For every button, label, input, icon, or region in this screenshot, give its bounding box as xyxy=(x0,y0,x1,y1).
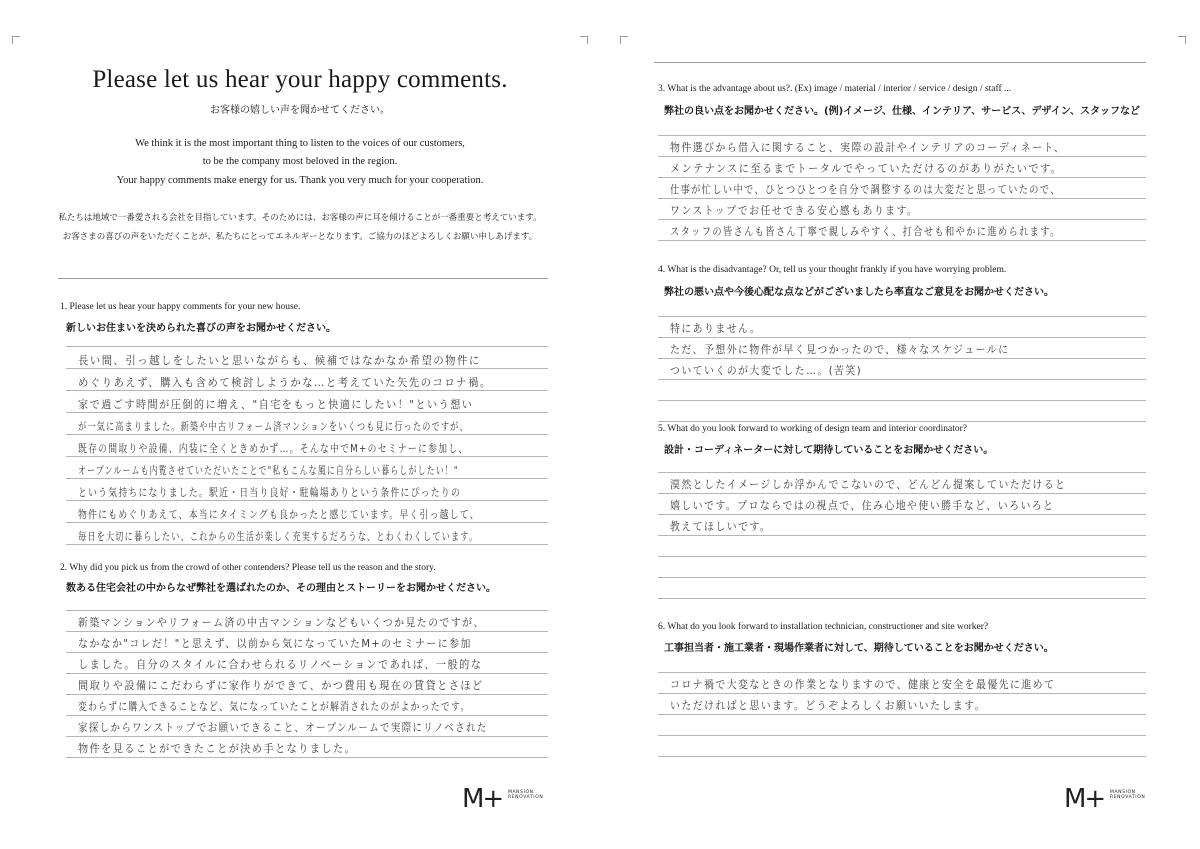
intro-line-en: to be the company most beloved in the region. xyxy=(202,156,398,167)
answer-line: 家探しからワンストップでお願いできること、オープンルームで実際にリノベされた xyxy=(78,721,488,734)
crop-mark xyxy=(12,36,20,44)
answer-6 xyxy=(658,672,1146,758)
answer-5 xyxy=(658,472,1146,600)
answer-line: 長い間、引っ越しをしたいと思いながらも、候補ではなかなか希望の物件に xyxy=(78,354,481,367)
answer-line: ただ、予想外に物件が早く見つかったので、様々なスケジュールに xyxy=(670,343,1010,356)
answer-line: 間取りや設備にこだわらずに家作りができて、かつ費用も現在の賃貸とさほど xyxy=(78,679,484,692)
question-6-ja: 工事担当者・施工業者・現場作業者に対して、期待していることをお聞かせください。 xyxy=(664,643,1054,654)
crop-mark xyxy=(580,36,588,44)
question-2-en: 2. Why did you pick us from the crowd of other contenders? Please tell us the reason and the story. xyxy=(60,563,436,573)
question-6-en: 6. What do you look forward to installation technician, constructioner and site worker? xyxy=(658,622,989,632)
answer-line: ワンストップでお任せできる安心感もあります。 xyxy=(670,204,919,217)
answer-4 xyxy=(658,316,1146,422)
page-subtitle: お客様の嬉しい声を聞かせてください。 xyxy=(210,105,390,116)
company-logo xyxy=(462,784,544,814)
answer-line: メンテナンスに至るまでトータルでやっていただけるのがありがたいです。 xyxy=(670,162,1063,175)
intro-line-ja: 私たちは地域で一番愛される会社を目指しています。そのためには、お客様の声に耳を傾けることが一番重要と考えています。 xyxy=(58,213,542,223)
intro-line-en: Your happy comments make energy for us. Thank you very much for your cooperation. xyxy=(116,175,484,186)
answer-line: という気持ちになりました。駅近・日当り良好・駐輪場ありという条件にぴったりの xyxy=(78,486,462,499)
answer-line: 毎日を大切に暮らしたい、これからの生活が楽しく充実するだろうな、とわくわくしています。 xyxy=(78,530,479,543)
answer-line: いただければと思います。どうぞよろしくお願いいたします。 xyxy=(670,699,986,712)
answer-line: なかなか"コレだ！"と思えず、以前から気になっていたM+のセミナーに参加 xyxy=(78,637,472,650)
answer-2 xyxy=(66,610,548,760)
answer-line: スタッフの皆さんも皆さん丁寧で親しみやすく、打合せも和やかに進められます。 xyxy=(670,225,1061,238)
answer-line: 特にありません。 xyxy=(670,322,762,335)
question-1-ja: 新しいお住まいを決められた喜びの声をお聞かせください。 xyxy=(66,323,336,334)
company-logo xyxy=(1064,784,1146,814)
answer-line: 嬉しいです。プロならではの視点で、住み心地や使い勝手など、いろいろと xyxy=(670,499,1055,512)
divider xyxy=(58,278,548,279)
answer-line: 変わらずに購入できることなど、気になっていたことが解消されたのがよかったです。 xyxy=(78,700,471,713)
intro-line-ja: お客さまの喜びの声をいただくことが、私たちにとってエネルギーとなります。ご協力のほどよろしくお願い申しあげます。 xyxy=(62,232,538,242)
question-5-en: 5. What do you look forward to working of design team and interior coordinator? xyxy=(658,424,968,434)
question-3-en: 3. What is the advantage about us?. (Ex) image / material / interior / service / design / staff ... xyxy=(658,84,1012,94)
answer-line: 物件を見ることができたことが決め手となりました。 xyxy=(78,742,357,755)
answer-line: 教えてほしいです。 xyxy=(670,520,772,533)
answer-line: 家で過ごす時間が圧倒的に増え、"自宅をもっと快適にしたい！"という想い xyxy=(78,398,474,411)
right-page xyxy=(600,0,1200,849)
answer-line: 仕事が忙しい中で、ひとつひとつを自分で調整するのは大変だと思っていたので、 xyxy=(670,183,1061,196)
logo-subtitle: MANSION RENOVATION xyxy=(1110,790,1146,800)
logo-mark: M+ xyxy=(462,784,503,814)
answer-line: コロナ禍で大変なときの作業となりますので、健康と安全を最優先に進めて xyxy=(670,678,1056,691)
divider xyxy=(654,62,1146,63)
question-4-ja: 弊社の悪い点や今後心配な点などがございましたら率直なご意見をお聞かせください。 xyxy=(664,287,1054,298)
answer-line: 漠然としたイメージしか浮かんでこないので、どんどん提案していただけると xyxy=(670,478,1067,491)
answer-line: 新築マンションやリフォーム済の中古マンションなどもいくつか見たのですが、 xyxy=(78,616,485,629)
intro-line-en: We think it is the most important thing to listen to the voices of our customers, xyxy=(135,138,465,149)
answer-line: 既存の間取りや設備、内装に全くときめかず…。そんな中でM+のセミナーに参加し、 xyxy=(78,442,469,455)
answer-line: が一気に高まりました。新築や中古リフォーム済マンションをいくつも見に行ったのですが、 xyxy=(78,420,469,433)
answer-line: オープンルームも内覧させていただいたことで"私もこんな風に自分らしい暮らしがしたい！" xyxy=(78,464,459,477)
answer-1 xyxy=(66,346,548,546)
page-title: Please let us hear your happy comments. xyxy=(92,66,508,93)
answer-line: 物件選びから借入に関すること、実際の設計やインテリアのコーディネート、 xyxy=(670,141,1066,154)
question-3-ja: 弊社の良い点をお聞かせください。(例)イメージ、仕様、インテリア、サービス、デザイン、スタッフなど xyxy=(664,106,1141,117)
answer-line: 物件にもめぐりあえて、本当にタイミングも良かったと感じています。早く引っ越して、 xyxy=(78,508,480,521)
logo-subtitle: MANSION RENOVATION xyxy=(508,790,544,800)
answer-line: しました。自分のスタイルに合わせられるリノベーションであれば、一般的な xyxy=(78,658,483,671)
answer-line: ついていくのが大変でした…。(苦笑) xyxy=(670,364,863,377)
question-4-en: 4. What is the disadvantage? Or, tell us your thought frankly if you have worrying problem. xyxy=(658,265,1007,275)
question-1-en: 1. Please let us hear your happy comments for your new house. xyxy=(60,302,301,312)
answer-3 xyxy=(658,135,1146,241)
crop-mark xyxy=(1178,36,1186,44)
question-2-ja: 数ある住宅会社の中からなぜ弊社を選ばれたのか、その理由とストーリーをお聞かせください。 xyxy=(66,583,496,594)
crop-mark xyxy=(620,36,628,44)
answer-line: めぐりあえず、購入も含めて検討しようかな…と考えていた矢先のコロナ禍。 xyxy=(78,376,492,389)
question-5-ja: 設計・コーディネーターに対して期待していることをお聞かせください。 xyxy=(664,445,994,456)
logo-mark: M+ xyxy=(1064,784,1105,814)
